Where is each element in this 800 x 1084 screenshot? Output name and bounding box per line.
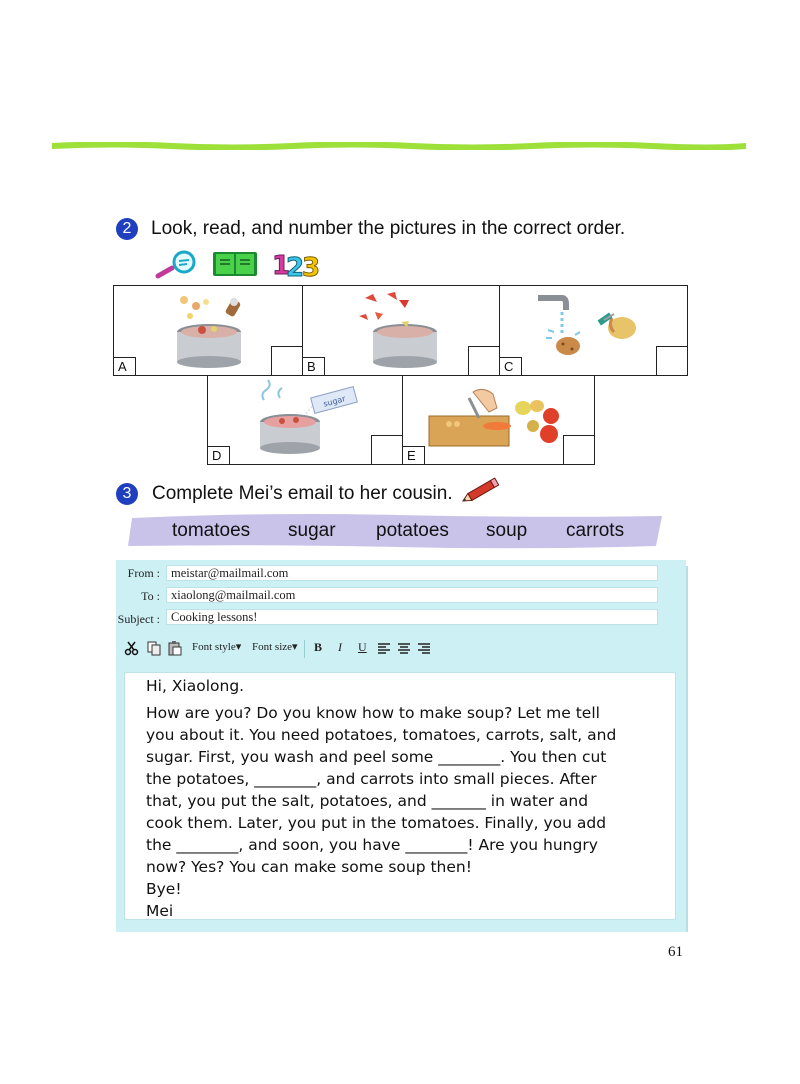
word-bank-item: soup xyxy=(486,520,528,541)
toolbar-divider xyxy=(304,640,305,658)
align-left-icon[interactable] xyxy=(378,642,390,654)
email-greeting: Hi, Xiaolong. xyxy=(146,677,245,695)
scissors-icon[interactable] xyxy=(124,640,140,656)
picture-d xyxy=(207,375,403,465)
picture-letter-c: C xyxy=(500,357,522,375)
word-bank-item: potatoes xyxy=(376,520,449,541)
picture-b xyxy=(302,285,500,376)
picture-a xyxy=(113,285,303,376)
word-bank xyxy=(126,512,666,550)
picture-letter-d: D xyxy=(208,446,230,464)
font-size-label: Font size xyxy=(252,641,293,653)
to-field[interactable]: xiaolong@mailmail.com xyxy=(166,587,658,603)
picture-c xyxy=(499,285,688,376)
dropdown-arrow-icon: ▾ xyxy=(292,641,298,653)
email-toolbar xyxy=(122,638,682,660)
bold-button[interactable]: B xyxy=(314,640,323,654)
align-center-icon[interactable] xyxy=(398,642,410,654)
answer-box-a[interactable] xyxy=(271,346,302,375)
picture-e xyxy=(402,375,595,465)
book-icon xyxy=(212,250,258,278)
email-signature: Mei xyxy=(146,902,174,920)
word-bank-item: sugar xyxy=(288,520,336,541)
svg-text:2: 2 xyxy=(286,253,305,280)
answer-box-d[interactable] xyxy=(371,435,402,464)
page-number: 61 xyxy=(668,944,683,960)
svg-text:1: 1 xyxy=(272,251,291,280)
underline-button[interactable]: U xyxy=(358,640,367,654)
align-right-icon[interactable] xyxy=(418,642,430,654)
section-3-number: 3 xyxy=(116,483,138,505)
font-style-dropdown[interactable] xyxy=(192,640,241,653)
from-label: From : xyxy=(127,566,160,580)
dropdown-arrow-icon: ▾ xyxy=(235,641,242,653)
to-label: To : xyxy=(141,589,160,603)
answer-box-e[interactable] xyxy=(563,435,594,464)
picture-letter-e: E xyxy=(403,446,425,464)
section-3-instruction: Complete Mei’s email to her cousin. xyxy=(152,483,453,504)
section-2-number: 2 xyxy=(116,218,138,240)
email-body-line: the potatoes, ________, and carrots into small pieces. After xyxy=(146,770,597,788)
email-body-line: the ________, and soon, you have ________! Are you hungry xyxy=(146,836,598,854)
subject-label: Subject : xyxy=(117,612,160,626)
picture-letter-a: A xyxy=(114,357,136,375)
email-body-line: sugar. First, you wash and peel some ________. You then cut xyxy=(146,748,607,766)
email-signoff: Bye! xyxy=(146,880,182,898)
copy-icon[interactable] xyxy=(146,640,162,656)
picture-letter-b: B xyxy=(303,357,325,375)
answer-box-b[interactable] xyxy=(468,346,499,375)
pencil-icon xyxy=(460,476,504,504)
word-bank-item: carrots xyxy=(566,520,625,541)
email-body-line: you about it. You need potatoes, tomatoes, carrots, salt, and xyxy=(146,726,617,744)
italic-button[interactable]: I xyxy=(338,640,342,654)
font-size-dropdown[interactable] xyxy=(252,640,298,653)
paste-icon[interactable] xyxy=(167,640,183,656)
word-bank-item: tomatoes xyxy=(172,520,251,541)
email-body-line: now? Yes? You can make some soup then! xyxy=(146,858,472,876)
answer-box-c[interactable] xyxy=(656,346,687,375)
magnifier-icon xyxy=(152,250,202,280)
sugar-box-label: sugar xyxy=(322,394,347,409)
font-style-label: Font style xyxy=(192,641,236,653)
svg-text:3: 3 xyxy=(302,253,321,280)
email-body-line: How are you? Do you know how to make soup? Let me tell xyxy=(146,704,600,722)
numbers-icon xyxy=(270,248,322,280)
email-body-line: cook them. Later, you put in the tomatoes. Finally, you add xyxy=(146,814,607,832)
from-field[interactable]: meistar@mailmail.com xyxy=(166,565,658,581)
email-body-line: that, you put the salt, potatoes, and _______ in water and xyxy=(146,792,589,810)
section-2-instruction: Look, read, and number the pictures in the correct order. xyxy=(151,218,626,239)
subject-field[interactable]: Cooking lessons! xyxy=(166,609,658,625)
green-rule-divider xyxy=(52,142,746,150)
